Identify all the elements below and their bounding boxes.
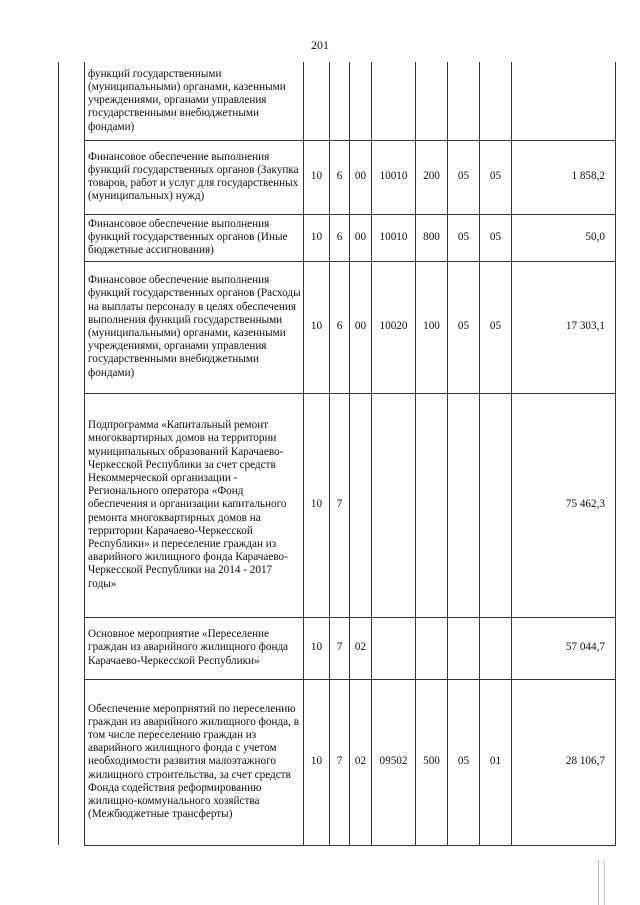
code-cell-5 <box>416 62 448 140</box>
code-cell-2 <box>330 62 350 140</box>
code-cell-7: 05 <box>480 214 512 261</box>
code-cell-6: 05 <box>448 679 480 845</box>
code-cell-7 <box>480 393 512 617</box>
row-description: Финансовое обеспечение выполнения функций государственных органов (Расходы на выплаты персоналу в целях обеспечения выполнения функций государственными (муниципальными) органами, казенными учреждениями, органами управления государственными внебюджетными фондами) <box>85 261 304 393</box>
code-cell-4 <box>372 617 416 679</box>
amount-cell: 75 462,3 <box>512 393 616 617</box>
code-cell-2: 6 <box>330 261 350 393</box>
code-cell-3 <box>350 62 372 140</box>
code-cell-6 <box>448 62 480 140</box>
code-cell-2: 7 <box>330 617 350 679</box>
budget-table <box>58 62 616 846</box>
code-cell-4 <box>372 62 416 140</box>
table-row <box>59 261 616 393</box>
code-cell-7: 01 <box>480 679 512 845</box>
table-row <box>59 214 616 261</box>
scan-artifact-line <box>604 860 605 905</box>
code-cell-2: 6 <box>330 214 350 261</box>
code-cell-7: 05 <box>480 140 512 214</box>
table-row <box>59 140 616 214</box>
amount-cell: 28 106,7 <box>512 679 616 845</box>
amount-cell: 57 044,7 <box>512 617 616 679</box>
code-cell-1: 10 <box>304 261 330 393</box>
code-cell-1: 10 <box>304 214 330 261</box>
code-cell-4: 10010 <box>372 140 416 214</box>
code-cell-5: 800 <box>416 214 448 261</box>
code-cell-1 <box>304 62 330 140</box>
code-cell-3 <box>350 393 372 617</box>
empty-cell <box>59 140 85 214</box>
code-cell-6 <box>448 393 480 617</box>
amount-cell: 17 303,1 <box>512 261 616 393</box>
code-cell-4: 10010 <box>372 214 416 261</box>
empty-cell <box>59 679 85 845</box>
code-cell-2: 6 <box>330 140 350 214</box>
page-number: 201 <box>311 38 329 52</box>
code-cell-3: 02 <box>350 679 372 845</box>
code-cell-6: 05 <box>448 140 480 214</box>
code-cell-3: 00 <box>350 261 372 393</box>
row-description: функций государственными (муниципальными) органами, казенными учреждениями, органами управления государственными внебюджетными фондами) <box>85 62 304 140</box>
empty-cell <box>59 214 85 261</box>
row-description: Подпрограмма «Капитальный ремонт многоквартирных домов на территории муниципальных образований Карачаево-Черкесской Республики за счет средств Некоммерческой организации - Регионального оператора «Фонд обеспечения и организации капитального ремонта многоквартирных домов на территории Карачаево-Черкесской Республики» и переселение граждан из аварийного жилищного фонда Карачаево-Черкесской Республики на 2014 - 2017 годы» <box>85 393 304 617</box>
code-cell-1: 10 <box>304 393 330 617</box>
table-row <box>59 62 616 140</box>
empty-cell <box>59 393 85 617</box>
code-cell-1: 10 <box>304 679 330 845</box>
code-cell-1: 10 <box>304 617 330 679</box>
code-cell-3: 02 <box>350 617 372 679</box>
code-cell-5: 100 <box>416 261 448 393</box>
code-cell-2: 7 <box>330 679 350 845</box>
row-description: Обеспечение мероприятий по переселению граждан из аварийного жилищного фонда, в том числе переселению граждан из аварийного жилищного фонда с учетом необходимости развития малоэтажного жилищного строительства, за счет средств Фонда содействия реформированию жилищно-коммунального хозяйства (Межбюджетные трансферты) <box>85 679 304 845</box>
row-description: Финансовое обеспечение выполнения функций государственных органов (Иные бюджетные ассигнования) <box>85 214 304 261</box>
empty-cell <box>59 261 85 393</box>
scan-artifact-line <box>598 860 599 905</box>
code-cell-7: 05 <box>480 261 512 393</box>
code-cell-6: 05 <box>448 214 480 261</box>
code-cell-3: 00 <box>350 214 372 261</box>
code-cell-4 <box>372 393 416 617</box>
table-row <box>59 679 616 845</box>
amount-cell: 1 858,2 <box>512 140 616 214</box>
empty-cell <box>59 62 85 140</box>
code-cell-6 <box>448 617 480 679</box>
code-cell-7 <box>480 62 512 140</box>
code-cell-6: 05 <box>448 261 480 393</box>
row-description: Финансовое обеспечение выполнения функций государственных органов (Закупка товаров, работ и услуг для государственных (муниципальных) нужд) <box>85 140 304 214</box>
code-cell-5: 500 <box>416 679 448 845</box>
table-row <box>59 393 616 617</box>
code-cell-5 <box>416 393 448 617</box>
amount-cell: 50,0 <box>512 214 616 261</box>
code-cell-4: 10020 <box>372 261 416 393</box>
empty-cell <box>59 617 85 679</box>
code-cell-3: 00 <box>350 140 372 214</box>
code-cell-4: 09502 <box>372 679 416 845</box>
row-description: Основное мероприятие «Переселение граждан из аварийного жилищного фонда Карачаево-Черкесской Республики» <box>85 617 304 679</box>
code-cell-5: 200 <box>416 140 448 214</box>
table-row <box>59 617 616 679</box>
amount-cell <box>512 62 616 140</box>
code-cell-1: 10 <box>304 140 330 214</box>
code-cell-7 <box>480 617 512 679</box>
code-cell-2: 7 <box>330 393 350 617</box>
code-cell-5 <box>416 617 448 679</box>
